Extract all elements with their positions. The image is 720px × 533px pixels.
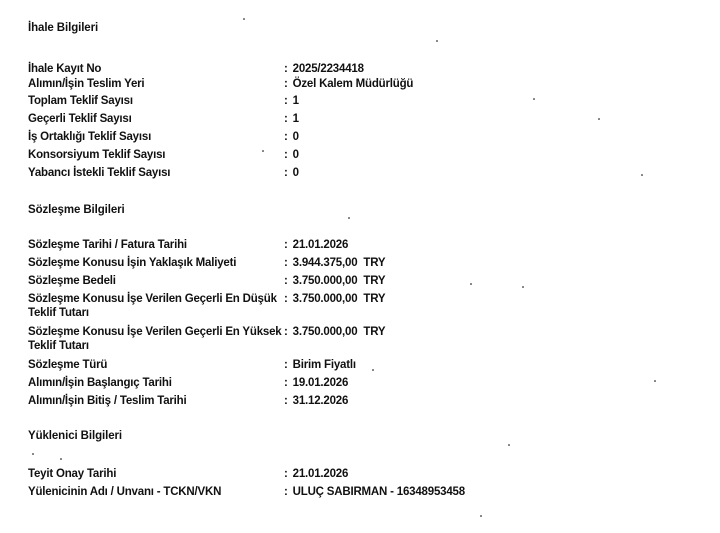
scan-speck	[243, 18, 245, 20]
row-value: : ULUÇ SABIRMAN - 16348953458	[284, 486, 465, 498]
row-label: İş Ortaklığı Teklif Sayısı	[28, 131, 152, 143]
row-label: Alımın/İşin Başlangıç Tarihi	[28, 377, 172, 389]
row-label: Yülenicinin Adı / Unvanı - TCKN/VKN	[28, 486, 222, 498]
row-value: : 1	[284, 113, 299, 125]
row-value: : 1	[284, 95, 299, 107]
scan-speck	[32, 453, 34, 455]
scan-speck	[262, 150, 264, 152]
row-value: : 2025/2234418	[284, 63, 364, 75]
row-label: Teyit Onay Tarihi	[28, 468, 117, 480]
row-value: : 21.01.2026	[284, 239, 349, 251]
row-value: : 0	[284, 131, 299, 143]
section-title-ihale: İhale Bilgileri	[28, 22, 99, 34]
row-value: : 21.01.2026	[284, 468, 349, 480]
scan-speck	[348, 217, 350, 219]
scan-speck	[436, 40, 438, 42]
scan-speck	[641, 174, 643, 176]
scan-speck	[654, 380, 656, 382]
row-label: Sözleşme Türü	[28, 359, 108, 371]
scan-speck	[60, 458, 62, 460]
currency-label: TRY	[363, 257, 386, 269]
scan-speck	[470, 283, 472, 285]
scan-speck	[508, 444, 510, 446]
row-value: : 3.750.000,00 TRY	[284, 293, 386, 305]
currency-label: TRY	[363, 275, 386, 287]
row-value: : Birim Fiyatlı	[284, 359, 356, 371]
row-value: : 0	[284, 149, 299, 161]
row-label: Sözleşme Bedeli	[28, 275, 116, 287]
scan-speck	[480, 515, 482, 517]
row-value: : 31.12.2026	[284, 395, 349, 407]
row-label: Sözleşme Konusu İşe Verilen Geçerli En Düşük Teklif Tutarı	[28, 293, 277, 319]
scan-speck	[598, 118, 600, 120]
row-value: : 3.750.000,00 TRY	[284, 326, 386, 338]
row-value: : 3.750.000,00 TRY	[284, 275, 386, 287]
section-title-yuklenici: Yüklenici Bilgileri	[28, 430, 122, 442]
row-label: Sözleşme Tarihi / Fatura Tarihi	[28, 239, 187, 251]
currency-label: TRY	[363, 293, 386, 305]
section-title-sozlesme: Sözleşme Bilgileri	[28, 204, 125, 216]
row-value: : 19.01.2026	[284, 377, 349, 389]
scan-speck	[522, 286, 524, 288]
row-value: : 3.944.375,00 TRY	[284, 257, 386, 269]
scan-speck	[533, 98, 535, 100]
row-label: Konsorsiyum Teklif Sayısı	[28, 149, 166, 161]
row-label: Alımın/İşin Bitiş / Teslim Tarihi	[28, 395, 187, 407]
row-label: Alımın/İşin Teslim Yeri	[28, 78, 145, 90]
row-label: Sözleşme Konusu İşin Yaklaşık Maliyeti	[28, 257, 237, 269]
row-label: Geçerli Teklif Sayısı	[28, 113, 132, 125]
row-label: İhale Kayıt No	[28, 63, 102, 75]
scan-speck	[372, 369, 374, 371]
currency-label: TRY	[363, 326, 386, 338]
row-label: Toplam Teklif Sayısı	[28, 95, 133, 107]
row-value: : 0	[284, 167, 299, 179]
row-label: Sözleşme Konusu İşe Verilen Geçerli En Yüksek Teklif Tutarı	[28, 326, 282, 352]
row-label: Yabancı İstekli Teklif Sayısı	[28, 167, 171, 179]
row-value: : Özel Kalem Müdürlüğü	[284, 78, 414, 90]
